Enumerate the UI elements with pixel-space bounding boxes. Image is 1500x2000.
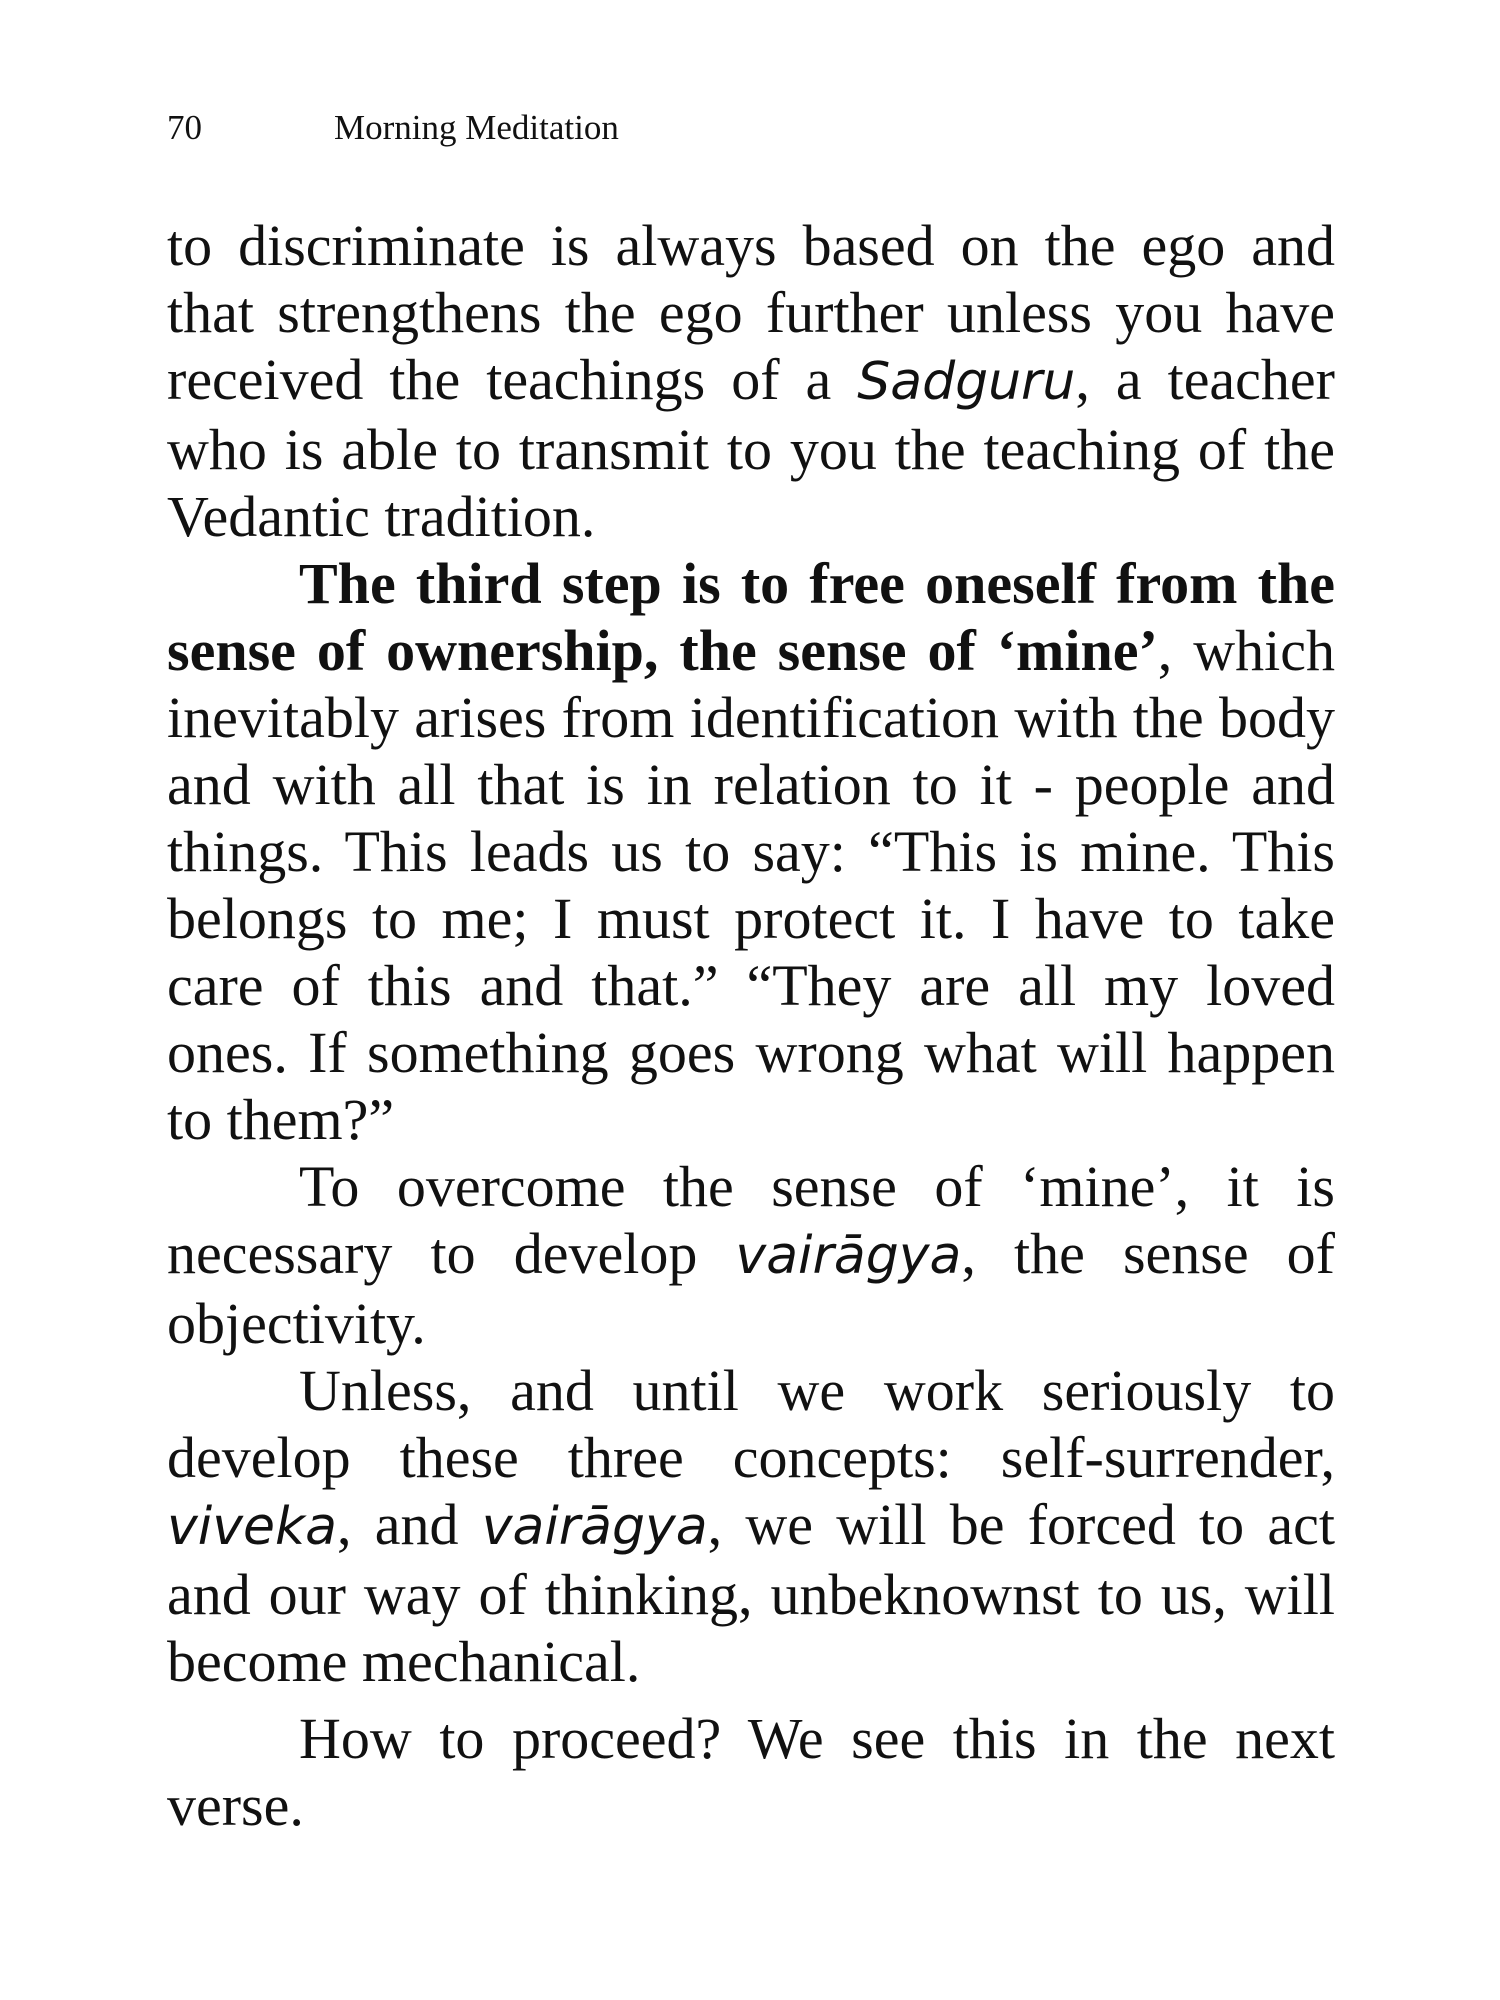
book-title: Morning Meditation (334, 108, 619, 147)
paragraph-4-text-b: , and (336, 1492, 482, 1557)
paragraph-2-bold-lead: The third step is to free oneself from the sense of ownership, the sense of ‘mine’ (167, 551, 1335, 683)
page-number: 70 (167, 108, 202, 147)
paragraph-3-text-a: To overcome the sense of ‘mine’, it is necessary to develop (167, 1154, 1335, 1286)
paragraph-2-text: , which inevitably arises from identification with the body and with all that is in relation to it - people and things. This leads us to say: “This is mine. This belongs to me; I must protect it. I have to take care of this and that.” “They are all my loved ones. If something goes wrong what will happen to them?” (167, 618, 1335, 1152)
paragraph-1-text-a: to discriminate is always based on the ego and that strengthens the ego further unless you have received the teachings of a (167, 213, 1335, 412)
term-viveka: viveka (167, 1497, 337, 1557)
paragraph-5-text: How to proceed? We see this in the next verse. (167, 1706, 1335, 1838)
paragraph-4-text-a: Unless, and until we work seriously to develop these three concepts: self-surrender, (167, 1358, 1335, 1490)
paragraph-3-text-b: , the sense of objectivity. (167, 1221, 1335, 1356)
paragraph-3 (167, 1153, 1335, 1357)
paragraph-1-text-b: , a teacher who is able to transmit to you the teaching of the Vedantic tradition. (167, 347, 1335, 549)
paragraph-4 (167, 1357, 1335, 1695)
body-text (167, 212, 1335, 1839)
running-header (167, 108, 619, 148)
term-vairagya-2: vairāgya (481, 1497, 708, 1557)
paragraph-1 (167, 212, 1335, 550)
paragraph-5 (167, 1705, 1335, 1839)
term-sadguru: Sadguru (857, 352, 1076, 412)
paragraph-2 (167, 550, 1335, 1153)
term-vairagya: vairāgya (735, 1226, 962, 1286)
paragraph-4-text-c: , we will be forced to act and our way of thinking, unbeknownst to us, will become mechanical. (167, 1492, 1335, 1694)
